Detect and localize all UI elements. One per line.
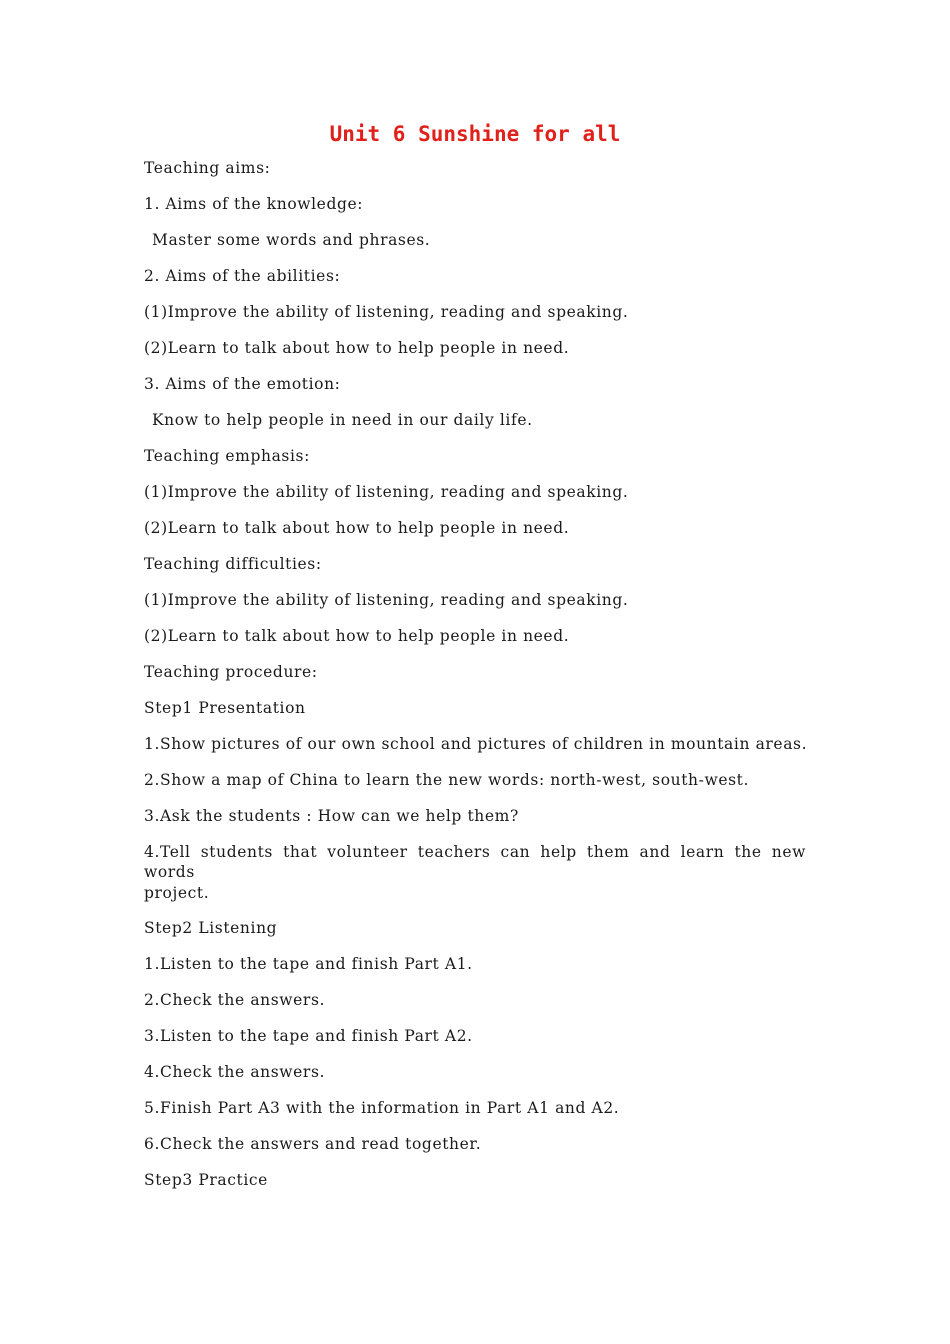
listening-item-3: 3.Listen to the tape and finish Part A2. xyxy=(144,1027,473,1045)
aim-heading-knowledge: 1. Aims of the knowledge: xyxy=(144,195,364,213)
step-heading-practice: Step3 Practice xyxy=(144,1171,268,1189)
aim-text-knowledge: Master some words and phrases. xyxy=(152,231,431,249)
aim-text-abilities-2: (2)Learn to talk about how to help people in need. xyxy=(144,339,570,357)
presentation-item-4: 4.Tell students that volunteer teachers can help them and learn the new words xyxy=(144,843,806,881)
listening-item-1: 1.Listen to the tape and finish Part A1. xyxy=(144,955,473,973)
emphasis-item-2: (2)Learn to talk about how to help people in need. xyxy=(144,519,570,537)
presentation-item-2: 2.Show a map of China to learn the new words: north-west, south-west. xyxy=(144,771,750,789)
listening-item-5: 5.Finish Part A3 with the information in Part A1 and A2. xyxy=(144,1099,620,1117)
difficulty-item-2: (2)Learn to talk about how to help people in need. xyxy=(144,627,570,645)
section-heading-teaching-emphasis: Teaching emphasis: xyxy=(144,447,310,465)
aim-text-emotion: Know to help people in need in our daily life. xyxy=(152,411,533,429)
listening-item-6: 6.Check the answers and read together. xyxy=(144,1135,482,1153)
presentation-item-3: 3.Ask the students : How can we help them? xyxy=(144,807,519,825)
step-heading-presentation: Step1 Presentation xyxy=(144,699,306,717)
step-heading-listening: Step2 Listening xyxy=(144,919,278,937)
listening-item-4: 4.Check the answers. xyxy=(144,1063,326,1081)
section-heading-teaching-procedure: Teaching procedure: xyxy=(144,663,318,681)
section-heading-teaching-difficulties: Teaching difficulties: xyxy=(144,555,322,573)
aim-heading-emotion: 3. Aims of the emotion: xyxy=(144,375,341,393)
presentation-item-4-continued: project. xyxy=(144,884,210,902)
section-heading-teaching-aims: Teaching aims: xyxy=(144,159,271,177)
aim-heading-abilities: 2. Aims of the abilities: xyxy=(144,267,341,285)
document-title: Unit 6 Sunshine for all xyxy=(329,122,621,146)
aim-text-abilities-1: (1)Improve the ability of listening, reading and speaking. xyxy=(144,303,629,321)
difficulty-item-1: (1)Improve the ability of listening, reading and speaking. xyxy=(144,591,629,609)
emphasis-item-1: (1)Improve the ability of listening, reading and speaking. xyxy=(144,483,629,501)
listening-item-2: 2.Check the answers. xyxy=(144,991,326,1009)
presentation-item-1: 1.Show pictures of our own school and pictures of children in mountain areas. xyxy=(144,735,808,753)
